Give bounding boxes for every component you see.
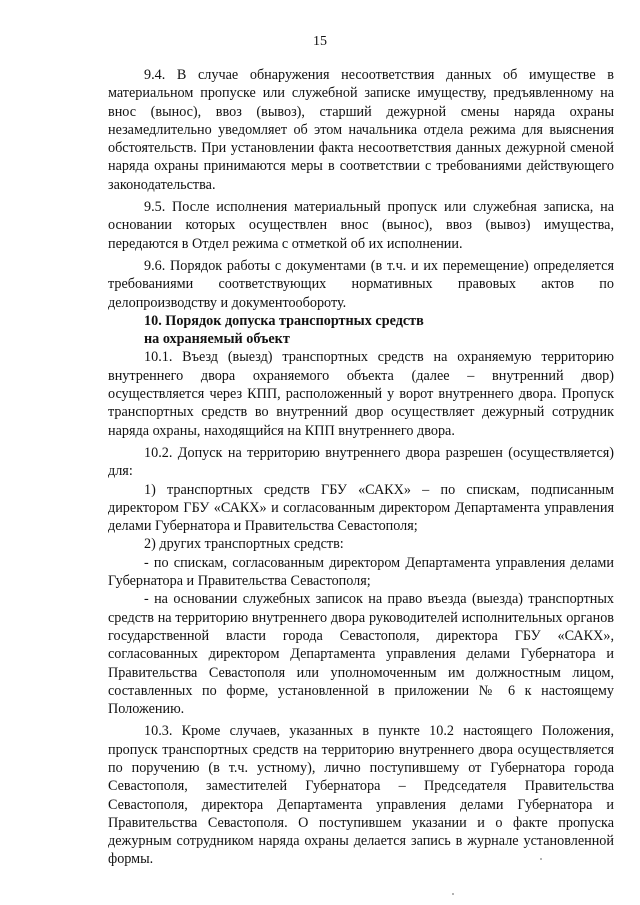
section-10-heading-line-2: на охраняемый объект xyxy=(144,331,290,348)
paragraph-10-3: 10.3. Кроме случаев, указанных в пункте 10.2 настоящего Положения, пропуск транспортных средств на территорию внутреннего двора осуществляется по поручению (в т.ч. устному), лично поступившему от Губернатора города Севастополя, заместителей Губернатора – Председателя Правительства Севастополя, директора Департамента управления делами Губернатора и Правительства Севастополя. О поступившем указании и о факте пропуска дежурным сотрудником наряда охраны делается запись в журнале установленной формы. xyxy=(108,723,614,868)
section-10-heading-line-1: 10. Порядок допуска транспортных средств xyxy=(144,312,424,329)
list-item-2-a: - по спискам, согласованным директором Департамента управления делами Губернатора и Правительства Севастополя; xyxy=(108,554,614,590)
list-item-2: 2) других транспортных средств: xyxy=(144,536,344,553)
scan-speck xyxy=(452,893,454,895)
list-item-2-b: - на основании служебных записок на право въезда (выезда) транспортных средств на территорию внутреннего двора руководителей исполнительных органов государственной власти города Севастополя, директора ГБУ «САКХ», согласованных директором Департамента управления делами Губернатора и Правительства Севастополя или уполномоченным им должностным лицом, составленных по форме, установленной в приложении № 6 к настоящему Положению. xyxy=(108,591,614,718)
list-item-1: 1) транспортных средств ГБУ «САКХ» – по спискам, подписанным директором ГБУ «САКХ» и согласованным директором Департамента управления делами Губернатора и Правительства Севастополя; xyxy=(108,481,614,535)
paragraph-9-6: 9.6. Порядок работы с документами (в т.ч. и их перемещение) определяется требованиями соответствующих нормативных правовых актов по делопроизводству и документообороту. xyxy=(108,257,614,311)
section-10-heading xyxy=(108,312,614,349)
paragraph-10-1: 10.1. Въезд (выезд) транспортных средств на охраняемую территорию внутреннего двора охраняемого объекта (далее – внутренний двор) осуществляется через КПП, расположенный у ворот внутреннего двора. Пропуск транспортных средств во внутренний двор осуществляет дежурный сотрудник наряда охраны, находящийся на КПП внутреннего двора. xyxy=(108,349,614,439)
paragraph-9-5: 9.5. После исполнения материальный пропуск или служебная записка, на основании которых осуществлен внос (вынос), ввоз (вывоз) имущества, передаются в Отдел режима с отметкой об их исполнении. xyxy=(108,199,614,252)
scan-speck xyxy=(540,858,542,860)
paragraph-10-2: 10.2. Допуск на территорию внутреннего двора разрешен (осуществляется) для: xyxy=(108,444,614,480)
document-body xyxy=(108,66,614,869)
page-number: 15 xyxy=(313,34,327,49)
paragraph-9-4: 9.4. В случае обнаружения несоответствия данных об имуществе в материальном пропуске или служебной записке имуществу, предъявленному на внос (вынос), ввоз (вывоз), старший дежурной смены наряда охраны незамедлительно уведомляет об этом начальника отдела режима для выяснения обстоятельств. При установлении факта несоответствия данных дежурной сменой наряда охраны принимаются меры в соответствии с требованиями действующего законодательства. xyxy=(108,67,614,193)
